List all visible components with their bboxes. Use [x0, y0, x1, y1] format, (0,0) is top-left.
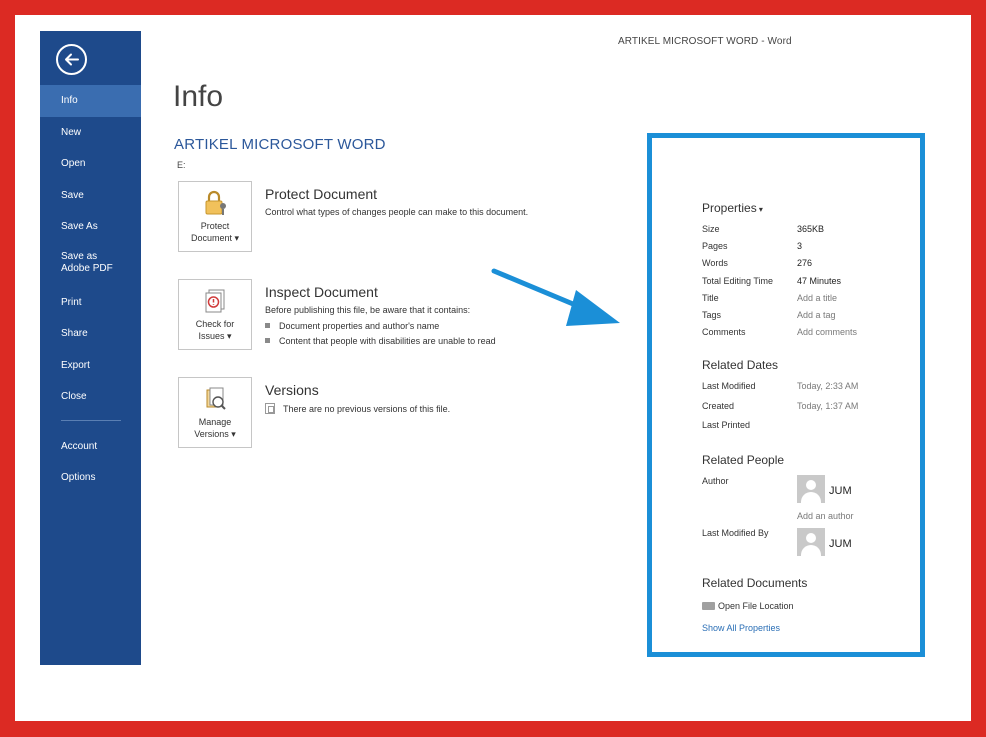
prop-value-words: 276 [797, 258, 813, 268]
author-label: Author [702, 476, 729, 486]
nav-share[interactable]: Share [61, 328, 88, 339]
chevron-down-icon: ▾ [224, 331, 232, 341]
inspect-desc: Before publishing this file, be aware that it contains: [265, 305, 471, 315]
page-title: Info [173, 80, 224, 113]
nav-close[interactable]: Close [61, 391, 87, 402]
prop-label-words: Words [702, 258, 728, 268]
protect-desc: Control what types of changes people can make to this document. [265, 207, 529, 217]
prop-label-pages: Pages [702, 241, 728, 251]
related-people-header: Related People [702, 453, 785, 467]
prop-label-title: Title [702, 293, 719, 303]
nav-save-as[interactable]: Save As [61, 221, 98, 232]
prop-comments-field[interactable]: Add comments [797, 327, 858, 337]
document-name: ARTIKEL MICROSOFT WORD [174, 136, 386, 153]
document-path: E: [177, 160, 186, 170]
nav-save[interactable]: Save [61, 189, 84, 201]
manage-versions-icon [201, 386, 229, 412]
back-arrow-icon [63, 51, 80, 68]
prop-label-editing-time: Total Editing Time [702, 276, 774, 286]
manage-versions-label: Manage Versions ▾ [194, 417, 236, 439]
author-avatar [797, 475, 825, 503]
chevron-down-icon: ▾ [756, 205, 763, 214]
chevron-down-icon: ▾ [232, 233, 240, 243]
date-label-last-printed: Last Printed [702, 420, 751, 430]
back-button[interactable] [56, 44, 87, 75]
date-value-created: Today, 1:37 AM [797, 401, 859, 411]
date-value-last-modified: Today, 2:33 AM [797, 381, 859, 391]
nav-options[interactable]: Options [61, 472, 96, 483]
protect-document-label: Protect Document ▾ [190, 221, 240, 243]
bullet-square-icon [265, 338, 270, 343]
nav-export[interactable]: Export [61, 359, 90, 371]
nav-account[interactable]: Account [61, 440, 98, 452]
prop-title-field[interactable]: Add a title [797, 293, 838, 303]
related-documents-header: Related Documents [702, 576, 808, 590]
last-modified-by-label: Last Modified By [702, 528, 769, 538]
versions-title: Versions [265, 382, 319, 398]
nav-print[interactable]: Print [61, 296, 82, 308]
protect-title: Protect Document [265, 186, 378, 202]
inspect-title: Inspect Document [265, 284, 378, 300]
protect-document-button[interactable] [178, 181, 252, 252]
related-dates-header: Related Dates [702, 358, 779, 372]
protect-section [178, 181, 618, 256]
check-for-issues-button[interactable] [178, 279, 252, 350]
manage-versions-button[interactable] [178, 377, 252, 448]
nav-open[interactable]: Open [61, 158, 86, 169]
nav-save-as-adobe-pdf[interactable]: Save as Adobe PDF [61, 250, 113, 274]
backstage-nav [40, 85, 141, 494]
inspect-document-icon [201, 288, 229, 314]
bullet-square-icon [265, 323, 270, 328]
annotation-arrow-icon [490, 265, 630, 335]
chevron-down-icon: ▾ [228, 429, 236, 439]
inspect-bullet: Document properties and author's name [265, 321, 439, 331]
prop-value-size: 365KB [797, 224, 825, 234]
prop-label-comments: Comments [702, 327, 746, 337]
prop-value-pages: 3 [797, 241, 803, 251]
versions-page-icon [265, 403, 275, 414]
nav-info[interactable]: Info [40, 85, 141, 117]
last-modified-by-avatar [797, 528, 825, 556]
prop-label-tags: Tags [702, 310, 722, 320]
versions-section [178, 377, 618, 452]
window-title: ARTIKEL MICROSOFT WORD - Word [618, 36, 792, 47]
nav-new[interactable]: New [61, 126, 82, 138]
inspect-bullet: Content that people with disabilities are unable to read [265, 336, 496, 346]
versions-desc: There are no previous versions of this file. [265, 403, 450, 414]
author-name[interactable]: JUM [829, 485, 852, 497]
nav-divider [61, 420, 121, 421]
show-all-properties-link[interactable]: Show All Properties [702, 623, 781, 633]
add-author-field[interactable]: Add an author [797, 511, 854, 521]
open-file-location-link[interactable]: Open File Location [702, 601, 794, 611]
date-label-last-modified: Last Modified [702, 381, 756, 391]
check-for-issues-label: Check for Issues ▾ [195, 319, 235, 341]
prop-label-size: Size [702, 224, 720, 234]
prop-value-editing-time: 47 Minutes [797, 276, 842, 286]
last-modified-by-name[interactable]: JUM [829, 538, 852, 550]
backstage-sidebar [40, 31, 141, 665]
folder-icon [702, 602, 715, 610]
lock-key-icon [201, 190, 229, 216]
properties-header[interactable]: Properties ▾ [702, 201, 763, 215]
date-label-created: Created [702, 401, 735, 411]
prop-tags-field[interactable]: Add a tag [797, 310, 836, 320]
